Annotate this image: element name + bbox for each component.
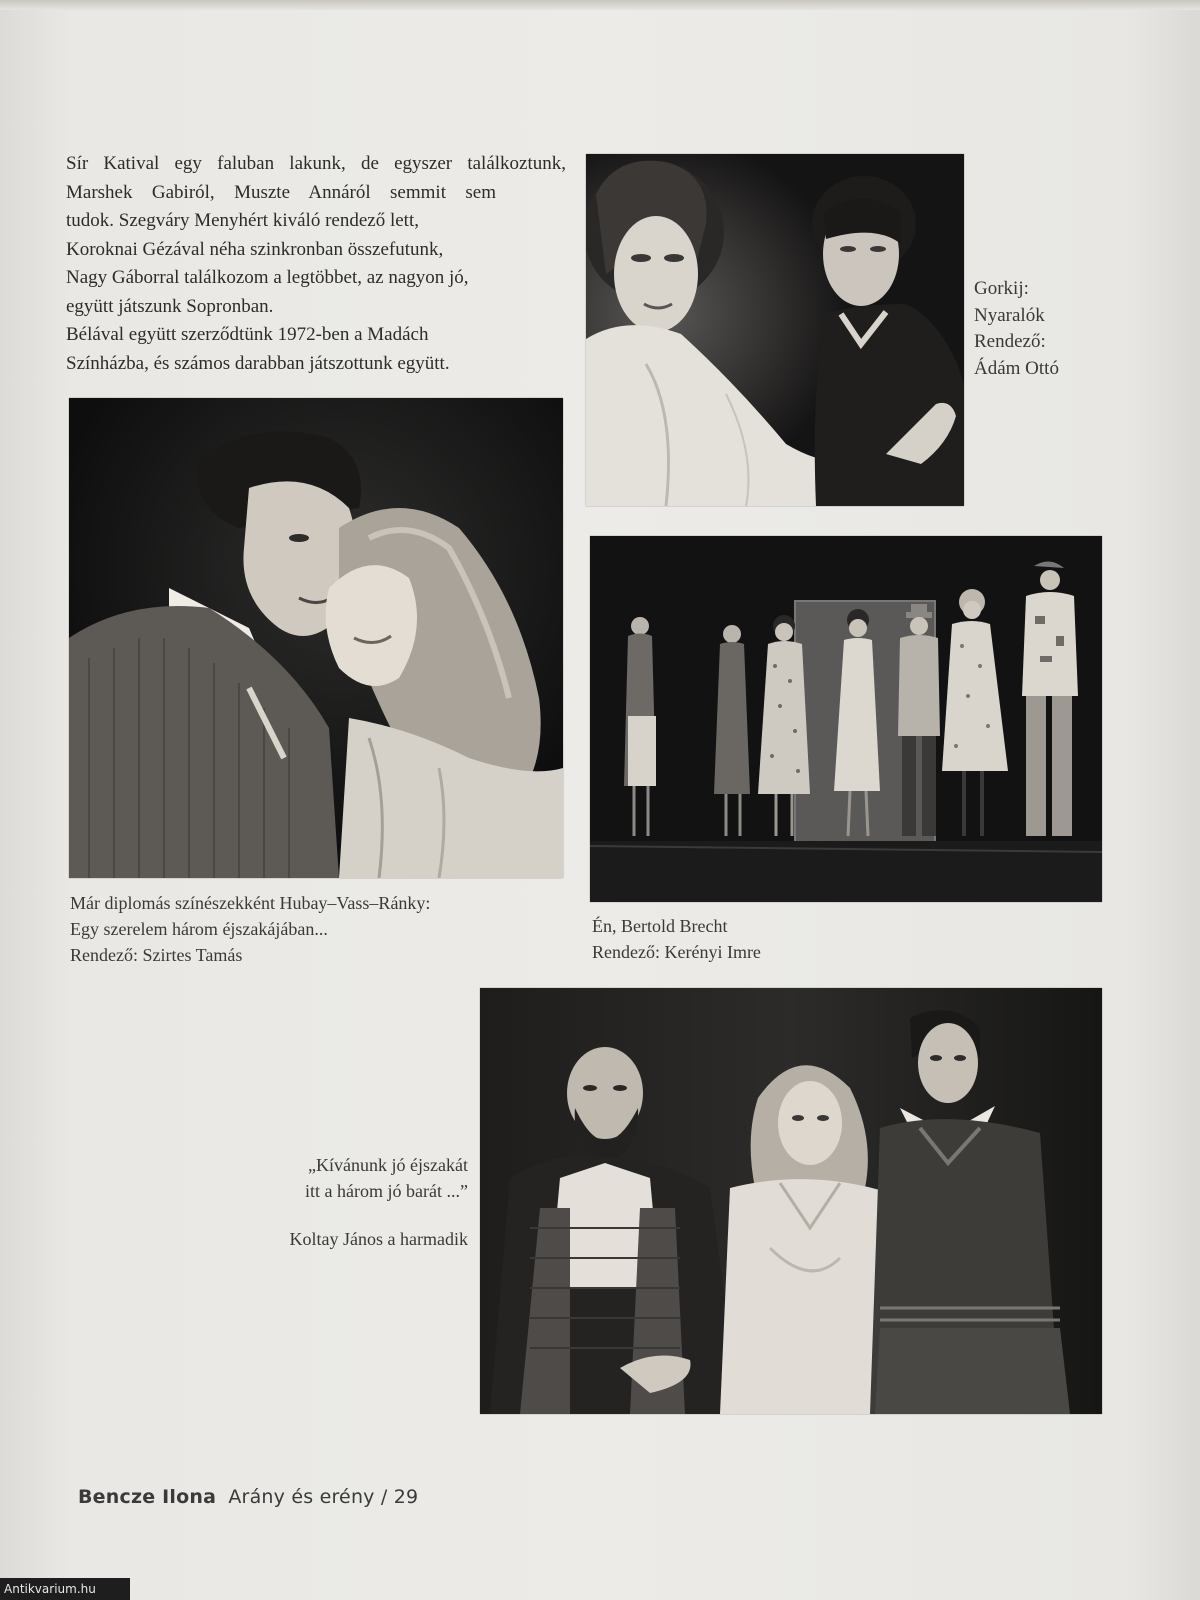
caption-line: Rendező: [974, 331, 1046, 352]
caption-line: Rendező: Kerényi Imre [592, 942, 761, 962]
page-top-edge [0, 0, 1200, 10]
footer-title: Arány és erény [228, 1486, 375, 1508]
photo-hubay-couple [69, 398, 563, 878]
caption-gorkij [974, 276, 1059, 382]
page-footer [78, 1486, 418, 1508]
caption-line: Már diplomás színészekként Hubay–Vass–Ránky: [70, 893, 431, 913]
footer-page-number: / 29 [380, 1486, 419, 1508]
bleed-through-text [975, 150, 1095, 250]
intro-line: Színházba, és számos darabban játszottunk együtt. [66, 352, 450, 374]
watermark: Antikvarium.hu [0, 1578, 130, 1600]
photo-gorkij-nyaralok [586, 154, 964, 506]
intro-line: Nagy Gáborral találkozom a legtöbbet, az nagyon jó, [66, 267, 469, 288]
caption-kivanunk [250, 1152, 468, 1252]
intro-line: Sír Katival egy faluban lakunk, de egyszer találkoztunk, [66, 153, 566, 174]
intro-paragraph [66, 150, 566, 378]
intro-line: Bélával együtt szerződtünk 1972-ben a Madách [66, 324, 429, 345]
caption-hubay [70, 890, 430, 968]
caption-line: Rendező: Szirtes Tamás [70, 945, 243, 965]
caption-line: „Kívánunk jó éjszakát [308, 1155, 468, 1175]
caption-line: Nyaralók [974, 304, 1045, 326]
caption-brecht [592, 913, 761, 965]
caption-line: Egy szerelem három éjszakájában... [70, 919, 328, 939]
caption-line: itt a három jó barát ...” [305, 1181, 468, 1201]
caption-line: Koltay János a harmadik [289, 1229, 468, 1249]
intro-line: Koroknai Gézával néha szinkronban összefutunk, [66, 238, 444, 260]
caption-line: Ádám Ottó [974, 357, 1059, 379]
footer-author: Bencze Ilona [78, 1486, 217, 1508]
photo-three-friends [480, 988, 1102, 1414]
intro-line: Marshek Gabiról, Muszte Annáról semmit sem [66, 181, 496, 203]
caption-line: Én, Bertold Brecht [592, 916, 728, 936]
caption-line: Gorkij: [974, 278, 1029, 299]
intro-line: tudok. Szegváry Menyhért kiváló rendező lett, [66, 210, 419, 231]
photo-brecht-stage [590, 536, 1102, 902]
intro-line: együtt játszunk Sopronban. [66, 295, 274, 317]
